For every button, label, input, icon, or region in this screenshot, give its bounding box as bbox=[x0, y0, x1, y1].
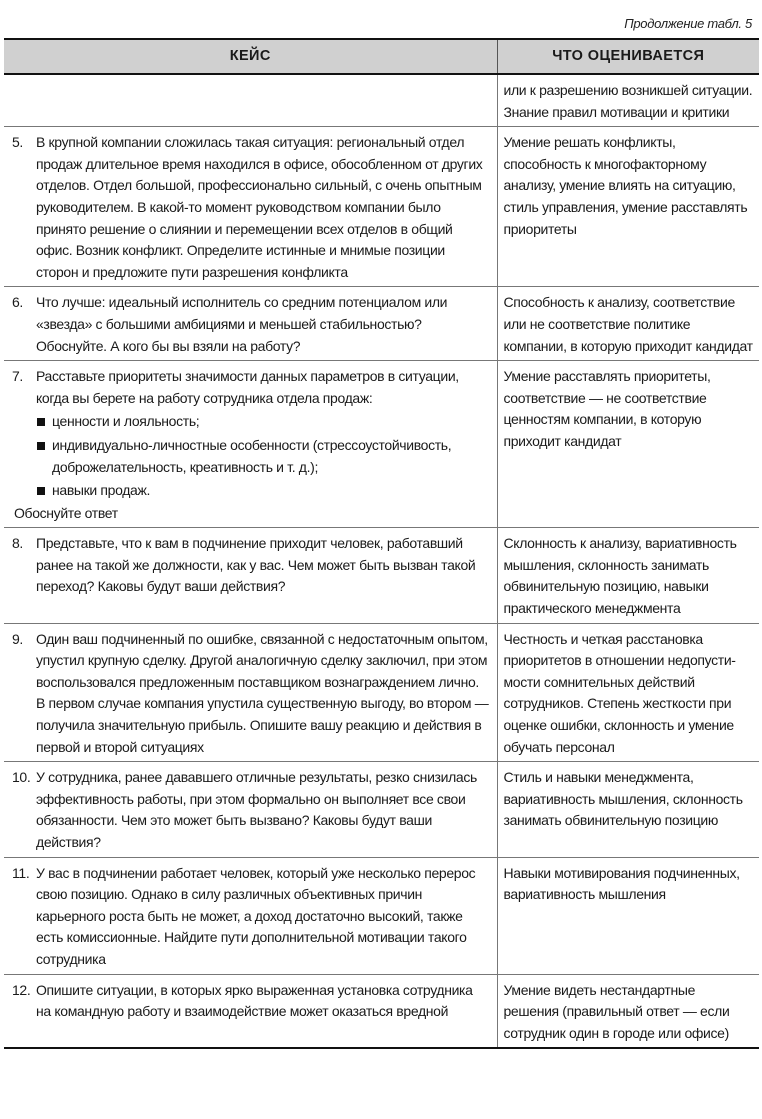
case-cell bbox=[4, 127, 497, 287]
evaluates-cell: Навыки мотивирования подчиненных, вариативность мышления bbox=[497, 857, 759, 974]
case-text: Что лучше: идеальный исполнитель со средним потенциалом или «звезда» с большими амбициями и меньшей стабильностью? Обоснуйте. А кого бы вы взяли на работу? bbox=[36, 294, 448, 354]
header-evaluates: ЧТО ОЦЕНИВАЕТСЯ bbox=[497, 39, 759, 74]
table-row bbox=[4, 287, 759, 361]
case-text: Представьте, что к вам в подчинение приходит человек, работавший ранее на такой же должности, как у вас. Чем может быть вызван такой переход? Каковы будут ваши действия? bbox=[36, 535, 476, 595]
case-cell bbox=[4, 974, 497, 1048]
evaluates-cell: Честность и четкая расстановка приоритетов в отношении недопусти-мости сомнительных действий сотрудников. Степень жесткости при оценке ошибки, склонность и умение обучать персонал bbox=[497, 623, 759, 762]
case-text: В крупной компании сложилась такая ситуация: региональный отдел продаж длительное время находился в офисе, обособленном от других отделов. Отдел большой, профессионально сильный, с очень опытным руководителем. В какой-то момент руководством компании было принято решение о слиянии и перемещении всех отделов в общий офис. Возник конфликт. Определите истинные и мнимые позиции сторон и предложите пути разрешения конфликта bbox=[36, 134, 483, 280]
table-row bbox=[4, 127, 759, 287]
case-number: 6. bbox=[12, 294, 23, 311]
case-cell bbox=[4, 762, 497, 857]
case-text: Расставьте приоритеты значимости данных параметров в ситуации, когда вы берете на работу сотрудника отдела продаж: bbox=[36, 368, 459, 406]
cases-table bbox=[4, 38, 759, 1049]
bullet-item: ценности и лояльность; bbox=[36, 411, 491, 433]
case-number: 8. bbox=[12, 535, 23, 552]
case-text: У вас в подчинении работает человек, который уже несколько перерос свою позицию. Однако в силу различных объективных причин карьерного роста быть не может, а доход достаточно высокий, также есть комиссионные. Найдите пути дополнительной мотивации такого сотрудника bbox=[36, 864, 476, 967]
evaluates-cell: или к разрешению возникшей ситуации. Знание правил мотивации и критики bbox=[497, 74, 759, 127]
bullet-item: навыки продаж. bbox=[36, 480, 491, 502]
evaluates-cell: Стиль и навыки менеджмента, вариативность мышления, склонность занимать обвинительную позицию bbox=[497, 762, 759, 857]
bullet-list bbox=[36, 411, 491, 501]
case-number: 7. bbox=[12, 368, 23, 385]
case-cell bbox=[4, 361, 497, 528]
case-text: Опишите ситуации, в которых ярко выраженная установка сотрудника на командную работу и взаимодействие может оказаться вредной bbox=[36, 981, 473, 1020]
table-row-continuation bbox=[4, 74, 759, 127]
case-cell bbox=[4, 528, 497, 623]
case-text: Один ваш подчиненный по ошибке, связанной с недостаточным опытом, упустил крупную сделку. Другой аналогичную сделку заключил, при этом воспользовался предложенным поставщиком вознаграждением лично. В первом случае компания упустила существенную выгоду, во втором — получила значительную прибыль. Опишите вашу реакцию и действия в первой и второй ситуациях bbox=[36, 630, 489, 755]
case-cell bbox=[4, 857, 497, 974]
table-row bbox=[4, 528, 759, 623]
case-number: 12. bbox=[12, 981, 31, 998]
case-number: 11. bbox=[12, 864, 30, 881]
evaluates-cell: Умение видеть нестандартные решения (правильный ответ — если сотрудник один в городе или офисе) bbox=[497, 974, 759, 1048]
table-row bbox=[4, 762, 759, 857]
case-cell bbox=[4, 74, 497, 127]
evaluates-cell: Способность к анализу, соответствие или не соответствие политике компании, в которую приходит кандидат bbox=[497, 287, 759, 361]
header-case: КЕЙС bbox=[4, 39, 497, 74]
table-row bbox=[4, 623, 759, 762]
case-number: 5. bbox=[12, 134, 23, 151]
case-number: 10. bbox=[12, 769, 31, 786]
table-caption: Продолжение табл. 5 bbox=[624, 16, 752, 31]
evaluates-cell: Умение решать конфликты, способность к многофакторному анализу, умение влиять на ситуацию, стиль управления, умение расставлять приоритеты bbox=[497, 127, 759, 287]
case-cell bbox=[4, 287, 497, 361]
bullet-item: индивидуально-личностные особенности (стрессоустойчивость, доброжелательность, креативность и т. д.); bbox=[36, 435, 491, 478]
evaluates-cell: Склонность к анализу, вариативность мышления, склонность занимать обвинительную позицию, навыки практического менеджмента bbox=[497, 528, 759, 623]
table-row bbox=[4, 361, 759, 528]
table-header bbox=[4, 39, 759, 74]
evaluates-cell: Умение расставлять приоритеты, соответствие — не соответствие ценностям компании, в которую приходит кандидат bbox=[497, 361, 759, 528]
table-row bbox=[4, 857, 759, 974]
case-text: У сотрудника, ранее дававшего отличные результаты, резко снизилась эффективность работы, при этом формально он выполняет все свои обязанности. Чем это может быть вызвано? Каковы будут ваши действия? bbox=[36, 769, 477, 850]
case-closing-text: Обоснуйте ответ bbox=[14, 504, 118, 521]
case-number: 9. bbox=[12, 630, 23, 647]
case-cell bbox=[4, 623, 497, 762]
table-row bbox=[4, 974, 759, 1048]
